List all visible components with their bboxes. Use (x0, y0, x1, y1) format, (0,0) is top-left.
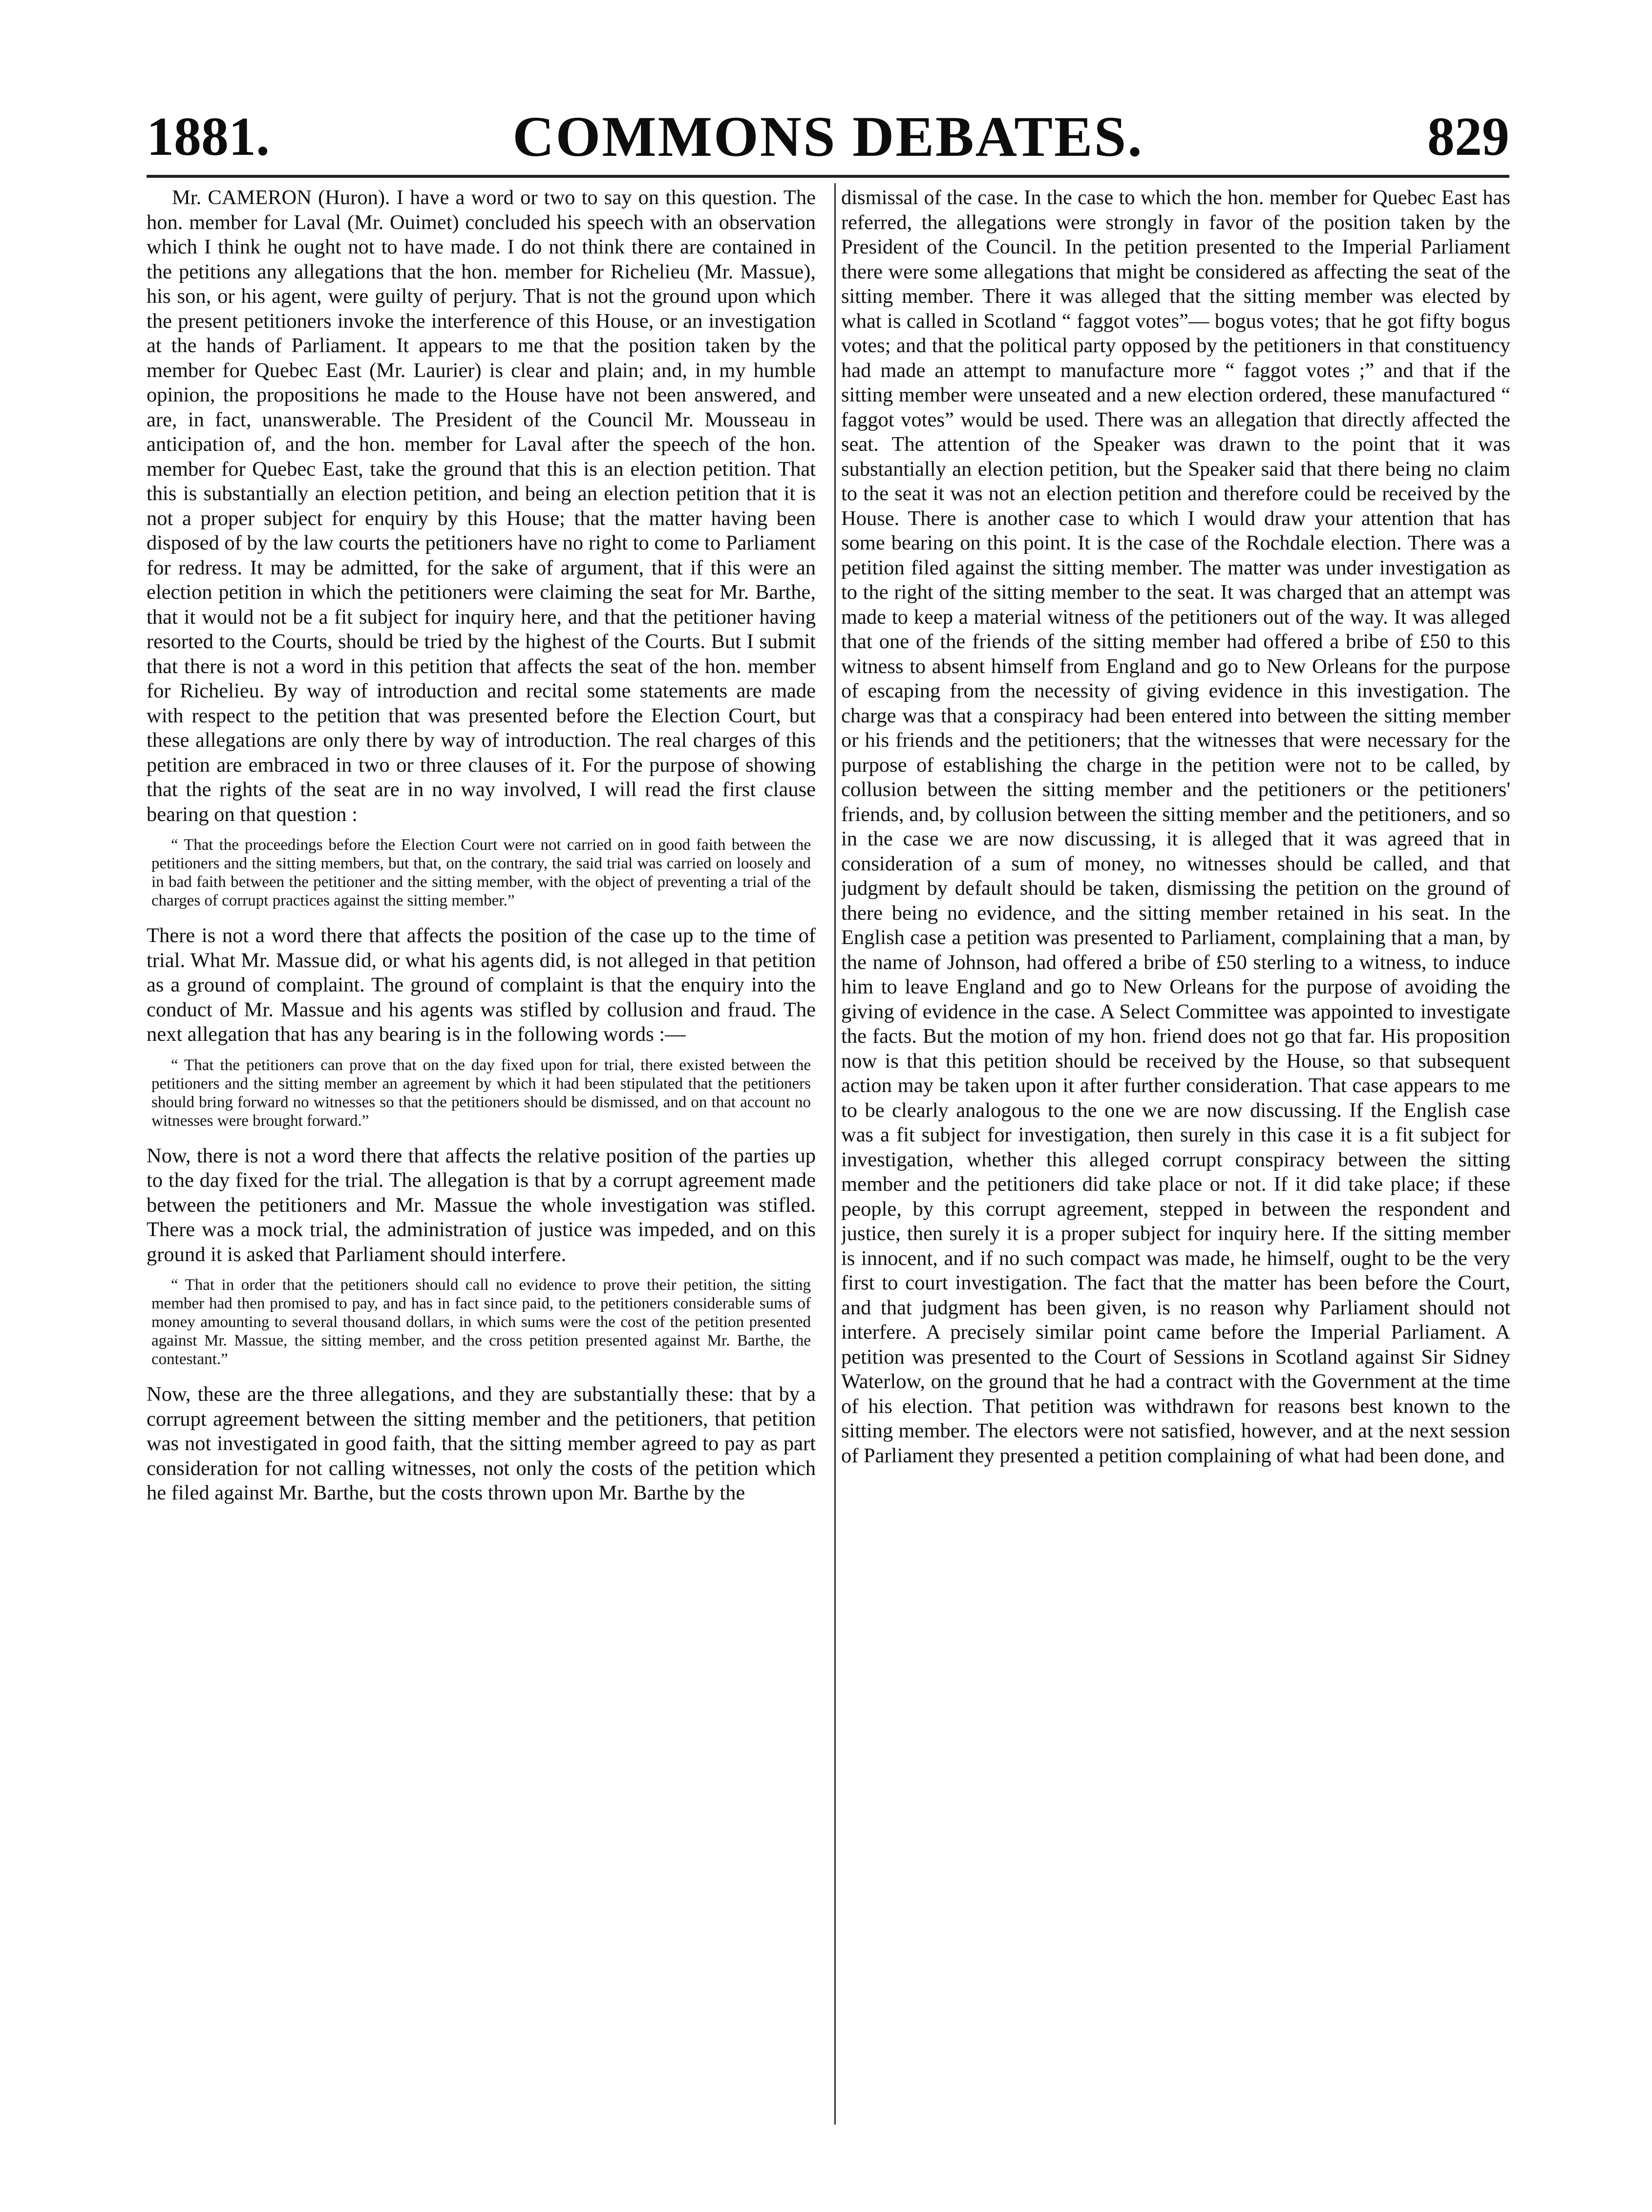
paragraph: Now, these are the three allegations, and they are substantially these: that by a corrupt agreement between the sitting member and the petitioners, that petition was not investigated in good faith, that the sitting member agreed to pay as part consideration for not calling witnesses, not only the costs of the petition which he filed against Mr. Barthe, but the costs thrown upon Mr. Barthe by the (147, 1383, 816, 1504)
paragraph: There is not a word there that affects the position of the case up to the time of trial. What Mr. Massue did, or what his agents did, is not alleged in that petition as a ground of complaint. The ground of complaint is that the enquiry into the conduct of Mr. Massue and his agents was stifled by collusion and fraud. The next allegation that has any bearing is in the following words :— (147, 924, 816, 1046)
paragraph: dismissal of the case. In the case to which the hon. member for Quebec East has referred, the allegations were strongly in favor of the position taken by the President of the Council. In the petition presented to the Imperial Parliament there were some allegations that might be considered as affecting the seat of the sitting member. There it was alleged that the sitting member was elected by what is called in Scotland “ faggot votes”— bogus votes; that he got fifty bogus votes; and that the political party opposed by the petitioners in that constituency had made an attempt to manufacture more “ faggot votes ;” and that if the sitting member were unseated and a new election ordered, these manufactured “ faggot votes” would be used. There was an allegation that directly affected the seat. The attention of the Speaker was drawn to the point that it was substantially an election petition, but the Speaker said that there being no claim to the seat it was not an election petition and therefore could be received by the House. There is another case to which I would draw your attention that has some bearing on this point. It is the case of the Rochdale election. There was a petition filed against the sitting member. The matter was under investigation as to the right of the sitting member to the seat. It was charged that an attempt was made to keep a material witness of the petitioners out of the way. It was alleged that one of the friends of the sitting member had offered a bribe of £50 to this witness to absent himself from England and go to New Orleans for the purpose of escaping from the necessity of giving evidence in this investigation. The charge was that a conspiracy had been entered into between the sitting member or his friends and the petitioners; that the witnesses that were necessary for the purpose of establishing the charge in the petition were not to be called, by collusion between the sitting member and the petitioners or the petitioners' friends, and, by collusion between the sitting member and the petitioners, and so in the case we are now discussing, it is alleged that it was agreed that in consideration of a sum of money, no witnesses should be called, and that judgment by default should be taken, dismissing the petition on the ground of there being no evidence, and the sitting member retained in his seat. In the English case a petition was presented to Parliament, complaining that a man, by the name of Johnson, had offered a bribe of £50 sterling to a witness, to induce him to leave England and go to New Orleans for the purpose of avoiding the giving of evidence in the case. A Select Committee was appointed to investigate the facts. But the motion of my hon. friend does not go that far. His proposition now is that this petition should be received by the House, so that subsequent action may be taken upon it after further consideration. That case appears to me to be clearly analogous to the one we are now discussing. If the English case was a fit subject for investigation, then surely in this case it is a fit subject for investigation, whether this alleged corrupt conspiracy between the sitting member and the petitioners did take place or not. If it did take place; if these people, by this corrupt agreement, stepped in between the respondent and justice, then surely it is a proper subject for inquiry here. If the sitting member is innocent, and if no such compact was made, he himself, ought to be the very first to court investigation. The fact that the matter has been before the Court, and that judgment has been given, is no reason why Parliament should not interfere. A precisely similar point came before the Imperial Parliament. A petition was presented to the Court of Sessions in Scotland against Sir Sidney Waterlow, on the ground that he had a contract with the Government at the time of his election. That petition was withdrawn for reasons best known to the sitting member. The electors were not satisfied, however, and at the next session of Parliament they presented a petition complaining of what had been done, and (841, 186, 1510, 1467)
quoted-clause: “ That the proceedings before the Election Court were not carried on in good faith between the petitioners and the sitting members, but that, on the contrary, the said trial was carried on loosely and in bad faith between the petitioner and the sitting member, with the object of preventing a trial of the charges of corrupt practices against the sitting member.” (151, 836, 811, 909)
quoted-clause: “ That the petitioners can prove that on the day fixed upon for trial, there existed between the petitioners and the sitting member an agreement by which it had been stipulated that the petitioners should bring forward no witnesses so that the petitioners should be dismissed, and on that account no witnesses were brought forward.” (151, 1056, 811, 1130)
paragraph: Mr. CAMERON (Huron). I have a word or two to say on this question. The hon. member for Laval (Mr. Ouimet) concluded his speech with an observation which I think he ought not to have made. I do not think there are contained in the petitions any allegations that the hon. member for Richelieu (Mr. Massue), his son, or his agent, were guilty of perjury. That is not the ground upon which the present petitioners invoke the interference of this House, or an investigation at the hands of Parliament. It appears to me that the position taken by the member for Quebec East (Mr. Laurier) is clear and plain; and, in my humble opinion, the propositions he made to the House have not been answered, and are, in fact, unanswerable. The President of the Council Mr. Mousseau in anticipation of, and the hon. member for Laval after the speech of the hon. member for Quebec East, take the ground that this is an election petition. That this is substantially an election petition, and being an election petition that it is not a proper subject for enquiry by this House; that the matter having been disposed of by the law courts the petitioners have no right to come to Parliament for redress. It may be admitted, for the sake of argument, that if this were an election petition in which the petitioners were claiming the seat for Mr. Barthe, that it would not be a fit subject for inquiry here, and that the petitioner having resorted to the Courts, should be tried by the highest of the Courts. But I submit that there is not a word in this petition that affects the seat of the hon. member for Richelieu. By way of introduction and recital some statements are made with respect to the petition that was presented before the Election Court, but these allegations are only there by way of introduction. The real charges of this petition are embraced in two or three clauses of it. For the purpose of showing that the rights of the seat are in no way involved, I will read the first clause bearing on that question : (147, 186, 816, 826)
column-divider (834, 183, 836, 2125)
quoted-clause: “ That in order that the petitioners should call no evidence to prove their petition, the sitting member had then promised to pay, and has in fact since paid, to the petitioners considerable sums of money amounting to several thousand dollars, in which sums were the cost of the petition presented against Mr. Massue, the sitting member, and the cross petition presented against Mr. Barthe, the contestant.” (151, 1276, 811, 1368)
right-column (841, 186, 1510, 2144)
header-rule (147, 175, 1509, 178)
paragraph: Now, there is not a word there that affects the relative position of the parties up to the day fixed for the trial. The allegation is that by a corrupt agreement made between the petitioners and Mr. Massue the whole investigation was stifled. There was a mock trial, the administration of justice was impeded, and on this ground it is asked that Parliament should interfere. (147, 1144, 816, 1266)
header-year: 1881. (147, 106, 270, 167)
header-page-number: 829 (1427, 106, 1509, 167)
page-header (147, 105, 1509, 173)
left-column (147, 186, 816, 2144)
header-title: COMMONS DEBATES. (512, 105, 1144, 169)
